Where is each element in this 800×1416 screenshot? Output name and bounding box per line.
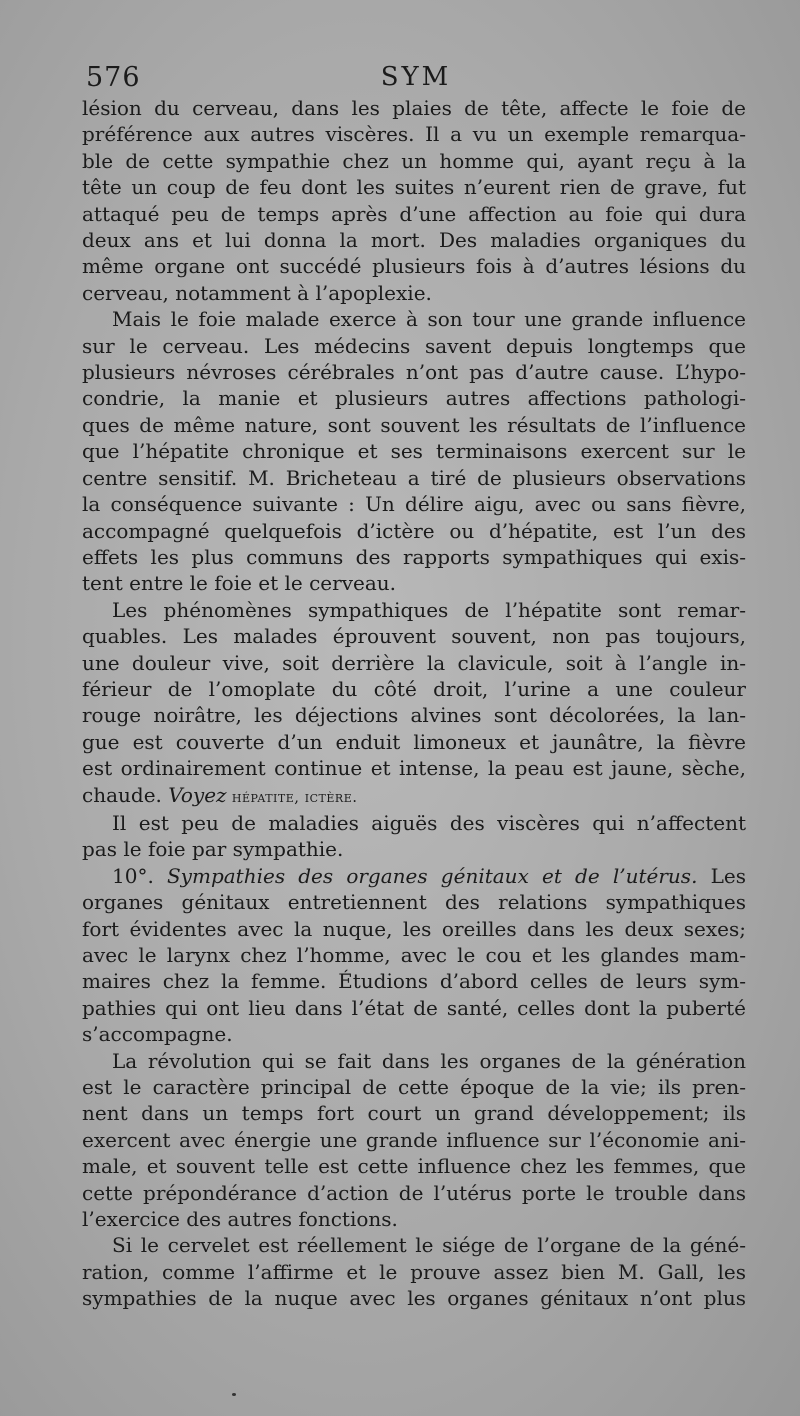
text-fragment: chaude. bbox=[82, 782, 169, 807]
text-line: condrie, la manie et plusieurs autres affections pathologi- bbox=[82, 386, 746, 411]
paragraph-start-line: Mais le foie malade exerce à son tour une grande influence bbox=[112, 307, 746, 332]
text-line: férieur de l’omoplate du côté droit, l’urine a une couleur bbox=[82, 676, 746, 701]
running-head: SYM bbox=[380, 62, 452, 92]
text-line: ration, comme l’affirme et le prouve assez bien M. Gall, les bbox=[82, 1259, 746, 1284]
section-number: 10°. bbox=[112, 863, 167, 888]
text-line: sympathies de la nuque avec les organes génitaux n’ont plus bbox=[82, 1286, 746, 1311]
paragraph-start-line: Les phénomènes sympathiques de l’hépatite sont remar- bbox=[112, 597, 746, 622]
text-line: avec le larynx chez l’homme, avec le cou et les glandes mam- bbox=[82, 943, 746, 967]
text-line: même organe ont succédé plusieurs fois à d’autres lésions du bbox=[82, 254, 746, 279]
text-line: nent dans un temps fort court un grand développement; ils bbox=[82, 1101, 746, 1126]
text-line: cette prépondérance d’action de l’utérus porte le trouble dans bbox=[82, 1180, 746, 1205]
text-line: l’exercice des autres fonctions. bbox=[82, 1207, 398, 1232]
text-line: tent entre le foie et le cerveau. bbox=[82, 571, 396, 596]
text-line: centre sensitif. M. Bricheteau a tiré de plusieurs observations bbox=[82, 465, 746, 490]
text-line: fort évidentes avec la nuque, les oreilles dans les deux sexes; bbox=[82, 916, 746, 941]
text-line: gue est couverte d’un enduit limoneux et jaunâtre, la fièvre bbox=[82, 729, 746, 754]
text-line: tête un coup de feu dont les suites n’eurent rien de grave, fut bbox=[82, 175, 746, 200]
section-title: Sympathies des organes génitaux et de l’utérus. bbox=[166, 863, 698, 888]
text-line: organes génitaux entretiennent des relations sympathiques bbox=[82, 890, 746, 915]
text-line: maires chez la femme. Étudions d’abord celles de leurs sym- bbox=[82, 969, 746, 994]
text-line: quables. Les malades éprouvent souvent, non pas toujours, bbox=[82, 624, 746, 649]
paragraph-start-line: Si le cervelet est réellement le siége de l’organe de la géné- bbox=[112, 1233, 746, 1258]
text-line: lésion du cerveau, dans les plaies de tête, affecte le foie de bbox=[82, 96, 746, 120]
text-line: la conséquence suivante : Un délire aigu, avec ou sans fièvre, bbox=[82, 492, 746, 517]
text-line: plusieurs névroses cérébrales n’ont pas d’autre cause. L’hypo- bbox=[82, 360, 746, 385]
text-line: pathies qui ont lieu dans l’état de santé, celles dont la puberté bbox=[82, 995, 746, 1020]
text-line: rouge noirâtre, les déjections alvines sont décolorées, la lan- bbox=[82, 703, 746, 728]
text-line: attaqué peu de temps après d’une affection au foie qui dura bbox=[82, 201, 746, 226]
text-line: sur le cerveau. Les médecins savent depuis longtemps que bbox=[82, 333, 746, 358]
section-heading-line bbox=[82, 863, 746, 889]
page-number: 576 bbox=[86, 62, 141, 93]
text-line: male, et souvent telle est cette influence chez les femmes, que bbox=[82, 1154, 746, 1179]
text-fragment: Les bbox=[697, 863, 746, 888]
body-text bbox=[82, 95, 746, 1312]
text-line: cerveau, notamment à l’apoplexie. bbox=[82, 280, 432, 305]
voyez-reference: Voyez bbox=[168, 782, 227, 807]
text-line: une douleur vive, soit derrière la clavicule, soit à l’angle in- bbox=[82, 650, 746, 675]
text-line: pas le foie par sympathie. bbox=[82, 837, 344, 862]
text-line: est le caractère principal de cette époque de la vie; ils pren- bbox=[82, 1075, 746, 1100]
text-line: ble de cette sympathie chez un homme qui, ayant reçu à la bbox=[82, 148, 746, 173]
text-line: que l’hépatite chronique et ses terminaisons exercent sur le bbox=[82, 439, 746, 464]
page-header bbox=[86, 62, 746, 96]
text-line: effets les plus communs des rapports sympathiques qui exis- bbox=[82, 544, 746, 569]
text-line: s’accompagne. bbox=[82, 1022, 233, 1047]
paragraph-start-line: La révolution qui se fait dans les organes de la génération bbox=[112, 1048, 746, 1073]
text-line: est ordinairement continue et intense, la peau est jaune, sèche, bbox=[82, 756, 746, 781]
paragraph-start-line: Il est peu de maladies aiguës des viscères qui n’affectent bbox=[112, 810, 746, 835]
text-line: préférence aux autres viscères. Il a vu un exemple remarqua- bbox=[82, 122, 746, 147]
text-line: accompagné quelquefois d’ictère ou d’hépatite, est l’un des bbox=[82, 518, 746, 543]
cross-reference-terms: hépatite, ictère. bbox=[226, 787, 358, 806]
text-line: ques de même nature, sont souvent les résultats de l’influence bbox=[82, 412, 746, 437]
text-line: exercent avec énergie une grande influence sur l’économie ani- bbox=[82, 1127, 746, 1152]
cross-reference-line bbox=[82, 782, 746, 810]
paper-speck bbox=[232, 1393, 236, 1396]
text-line: deux ans et lui donna la mort. Des maladies organiques du bbox=[82, 228, 746, 253]
